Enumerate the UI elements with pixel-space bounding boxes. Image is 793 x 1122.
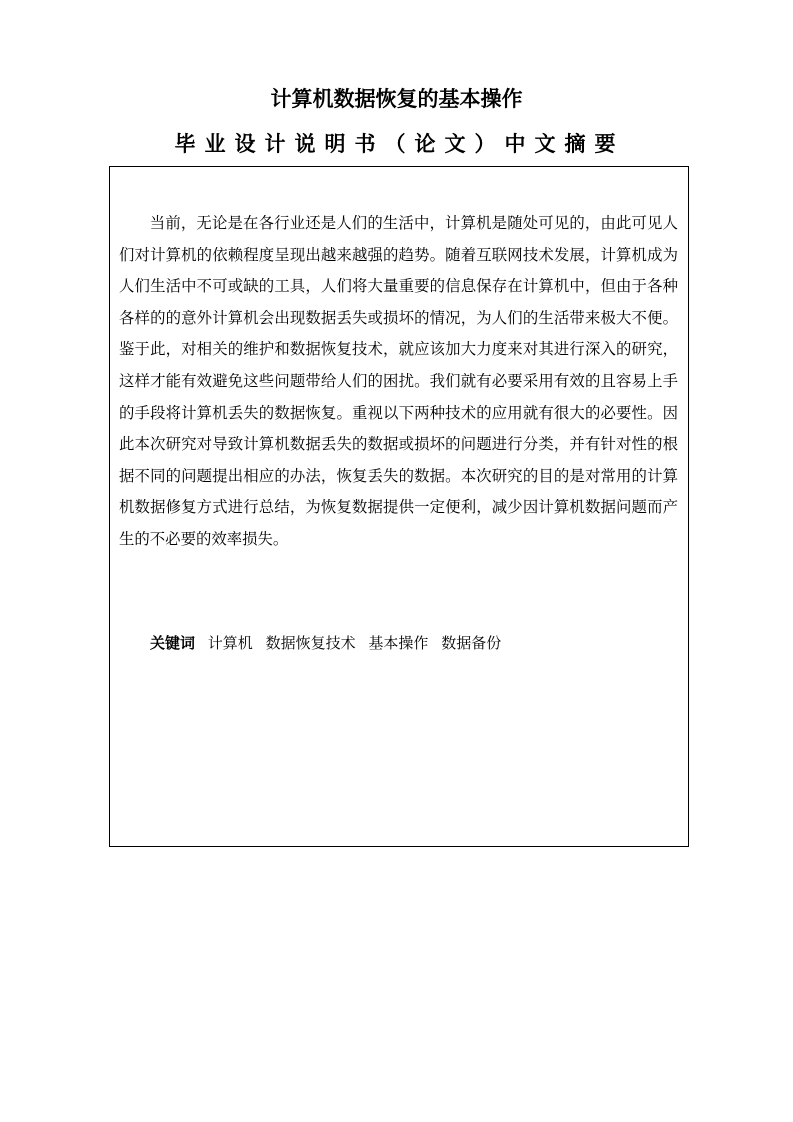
- keyword-item: 数据备份: [441, 634, 502, 652]
- keyword-item: 数据恢复技术: [265, 634, 356, 652]
- document-title: 计算机数据恢复的基本操作: [270, 87, 523, 111]
- keyword-item: 基本操作: [368, 634, 429, 652]
- keyword-item: 计算机: [207, 634, 253, 652]
- keywords-line: [150, 629, 509, 657]
- abstract-body: 当前，无论是在各行业还是人们的生活中，计算机是随处可见的，由此可见人们对计算机的依赖程度呈现出越来越强的趋势。随着互联网技术发展，计算机成为人们生活中不可或缺的工具，人们将大量重要的信息保存在计算机中，但由于各种各样的的意外计算机会出现数据丢失或损坏的情况，为人们的生活带来极大不便。鉴于此，对相关的维护和数据恢复技术，就应该加大力度来对其进行深入的研究，这样才能有效避免这些问题带给人们的困扰。我们就有必要采用有效的且容易上手的手段将计算机丢失的数据恢复。重视以下两种技术的应用就有很大的必要性。因此本次研究对导致计算机数据丢失的数据或损坏的问题进行分类，并有针对性的根据不同的问题提出相应的办法，恢复丢失的数据。本次研究的目的是对常用的计算机数据修复方式进行总结，为恢复数据提供一定便利，减少因计算机数据问题而产生的不必要的效率损失。: [119, 214, 678, 548]
- abstract-box: [109, 166, 689, 847]
- document-subtitle: 毕业设计说明书（论文）中文摘要: [174, 132, 625, 156]
- keywords-label: 关键词: [150, 634, 196, 652]
